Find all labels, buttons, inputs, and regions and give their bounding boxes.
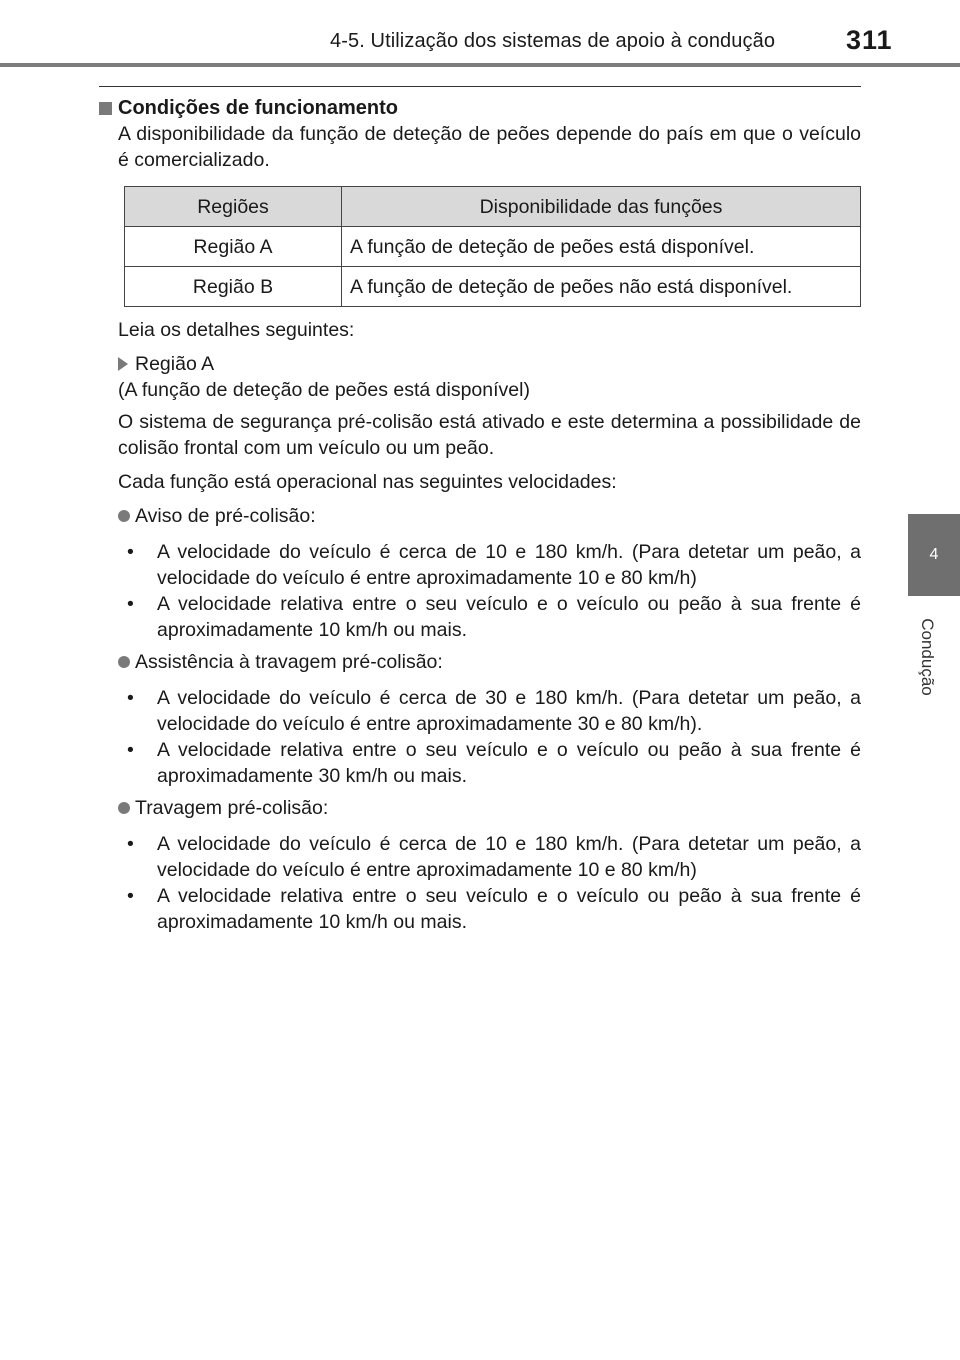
section-heading-text: Condições de funcionamento (118, 97, 399, 119)
speeds-intro: Cada função está operacional nas seguintes velocidades: (118, 471, 617, 493)
circle-bullet-icon (118, 656, 130, 668)
function-title-text: Aviso de pré-colisão: (135, 505, 316, 527)
table-row (125, 227, 861, 267)
header-title: 4-5. Utilização dos sistemas de apoio à condução (330, 30, 776, 52)
region-a-title-text: Região A (135, 353, 215, 375)
list-item (127, 539, 861, 591)
bullet-dot-icon: • (127, 687, 134, 709)
list-item (127, 883, 861, 935)
list-item (127, 737, 861, 789)
function-group (99, 649, 861, 789)
function-title-text: Assistência à travagem pré-colisão: (135, 651, 443, 673)
header-rule (0, 63, 960, 67)
page-content (99, 95, 861, 935)
bullet-list (127, 831, 861, 935)
bullet-dot-icon: • (127, 833, 134, 855)
region-a-description: O sistema de segurança pré-colisão está ativado e este determina a possibilidade de colisão frontal com um veículo ou um peão. (118, 411, 861, 459)
circle-bullet-icon (118, 802, 130, 814)
table-cell-region: Região B (125, 267, 342, 307)
chapter-label-text: Condução (918, 618, 938, 696)
chapter-label (897, 602, 957, 712)
details-intro: Leia os detalhes seguintes: (118, 319, 355, 341)
list-item (127, 685, 861, 737)
function-group (99, 503, 861, 643)
table-header-row (125, 187, 861, 227)
function-title-text: Travagem pré-colisão: (135, 797, 329, 819)
list-item-text: A velocidade do veículo é cerca de 30 e 180 km/h. (Para detetar um peão, a velocidade do veículo é entre aproximadamente 30 e 80 km/h). (157, 687, 861, 735)
content-rule (99, 86, 861, 87)
circle-bullet-icon (118, 510, 130, 522)
section-intro: A disponibilidade da função de deteção de peões depende do país em que o veículo é comercializado. (118, 123, 861, 171)
bullet-dot-icon: • (127, 541, 134, 563)
bullet-list (127, 539, 861, 643)
bullet-dot-icon: • (127, 885, 134, 907)
bullet-dot-icon: • (127, 593, 134, 615)
region-a-title (99, 351, 861, 377)
list-item-text: A velocidade do veículo é cerca de 10 e 180 km/h. (Para detetar um peão, a velocidade do veículo é entre aproximadamente 10 e 80 km/h) (157, 541, 861, 589)
function-title (99, 503, 861, 529)
list-item-text: A velocidade relativa entre o seu veículo e o veículo ou peão à sua frente é aproximadamente 10 km/h ou mais. (157, 885, 861, 933)
list-item (127, 831, 861, 883)
bullet-dot-icon: • (127, 739, 134, 761)
table-row (125, 267, 861, 307)
region-a-subtitle: (A função de deteção de peões está disponível) (118, 379, 530, 401)
table-cell-region: Região A (125, 227, 342, 267)
table-header-cell: Disponibilidade das funções (342, 187, 861, 227)
table-cell-availability: A função de deteção de peões está disponível. (342, 227, 861, 267)
section-heading (99, 95, 861, 121)
function-group (99, 795, 861, 935)
list-item (127, 591, 861, 643)
function-title (99, 649, 861, 675)
list-item-text: A velocidade relativa entre o seu veículo e o veículo ou peão à sua frente é aproximadamente 10 km/h ou mais. (157, 593, 861, 641)
page-number: 311 (846, 25, 893, 55)
table-header-cell: Regiões (125, 187, 342, 227)
function-title (99, 795, 861, 821)
list-item-text: A velocidade relativa entre o seu veículo e o veículo ou peão à sua frente é aproximadamente 30 km/h ou mais. (157, 739, 861, 787)
list-item-text: A velocidade do veículo é cerca de 10 e 180 km/h. (Para detetar um peão, a velocidade do veículo é entre aproximadamente 10 e 80 km/h) (157, 833, 861, 881)
bullet-list (127, 685, 861, 789)
arrow-right-icon (118, 357, 128, 371)
chapter-tab: 4 (908, 514, 960, 596)
square-bullet-icon (99, 102, 112, 115)
regions-table (124, 186, 861, 307)
table-cell-availability: A função de deteção de peões não está disponível. (342, 267, 861, 307)
